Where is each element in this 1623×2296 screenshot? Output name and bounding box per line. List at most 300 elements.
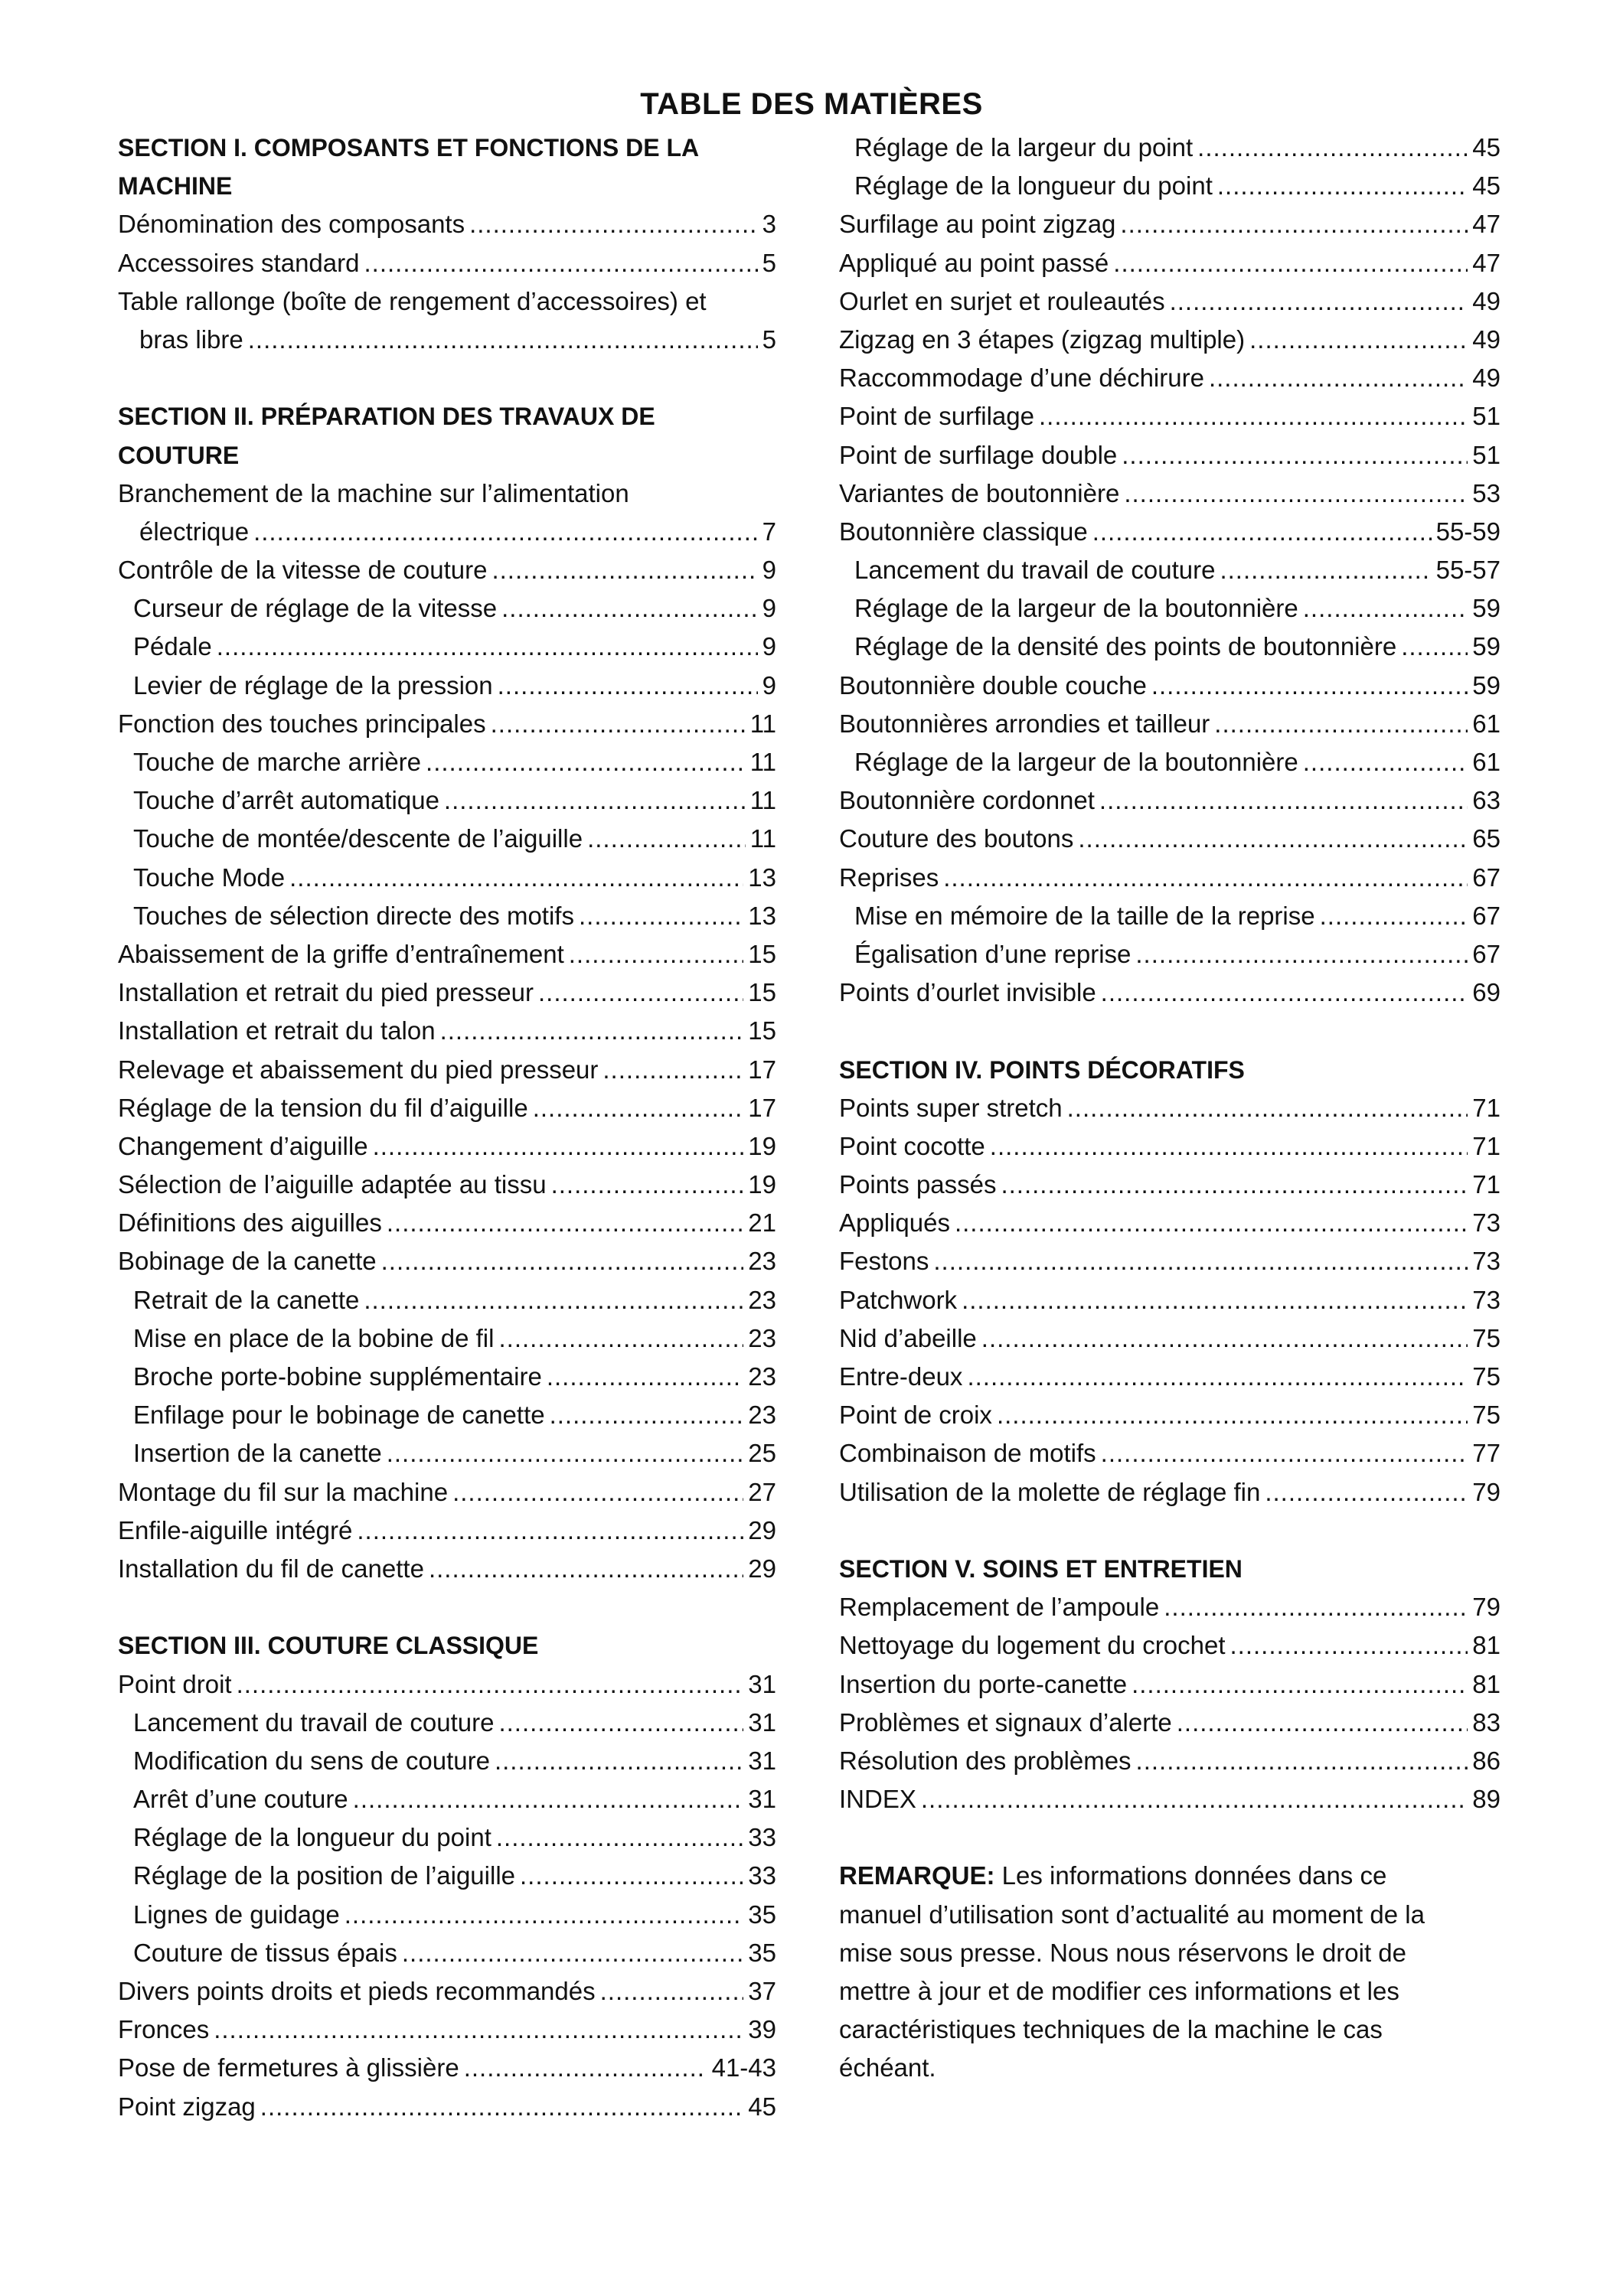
toc-page-number: 53 — [1472, 478, 1501, 507]
toc-entry[interactable] — [839, 1434, 1501, 1473]
toc-page-number: 17 — [748, 1055, 776, 1084]
toc-entry-title: Ourlet en surjet et rouleautés — [839, 286, 1165, 315]
dot-leader — [491, 551, 757, 589]
toc-page-number: 15 — [748, 978, 776, 1007]
toc-page-number: 23 — [748, 1362, 776, 1391]
dot-leader — [440, 1012, 744, 1050]
toc-entry-title: Couture des boutons — [839, 824, 1074, 853]
dot-leader — [579, 897, 743, 935]
toc-entry-title: Touche de montée/descente de l’aiguille — [133, 824, 583, 853]
dot-leader — [1401, 628, 1468, 666]
toc-entry[interactable] — [839, 667, 1501, 705]
toc-entry-title: Sélection de l’aiguille adaptée au tissu — [118, 1170, 547, 1199]
dot-leader — [1217, 167, 1468, 205]
toc-page-number: 49 — [1472, 325, 1501, 354]
note-line: Les informations données dans ce — [994, 1861, 1387, 1890]
section-spacer — [118, 1588, 776, 1626]
dot-leader — [962, 1281, 1468, 1319]
section-heading: SECTION I. COMPOSANTS ET FONCTIONS DE LA — [118, 134, 700, 161]
dot-leader — [603, 1051, 743, 1089]
toc-entry-title: INDEX — [839, 1785, 916, 1814]
toc-entry[interactable] — [839, 1166, 1501, 1204]
toc-subentry[interactable] — [118, 1934, 776, 1972]
toc-page-number: 69 — [1472, 978, 1501, 1007]
toc-page-number: 73 — [1472, 1285, 1501, 1314]
dot-leader — [452, 1473, 743, 1512]
toc-entry-title: Points passés — [839, 1170, 997, 1199]
dot-leader — [260, 2088, 744, 2126]
dot-leader — [1120, 205, 1468, 243]
toc-entry-title: Raccommodage d’une déchirure — [839, 364, 1204, 393]
toc-entry-title: Combinaison de motifs — [839, 1439, 1096, 1468]
dot-leader — [997, 1396, 1468, 1434]
toc-page-number: 15 — [748, 1016, 776, 1045]
toc-entry[interactable] — [839, 321, 1501, 359]
toc-page-number: 75 — [1472, 1401, 1501, 1430]
toc-entry-title: Point zigzag — [118, 2092, 256, 2121]
dot-leader — [1122, 436, 1468, 475]
toc-entry-title: Touche de marche arrière — [133, 748, 422, 776]
toc-entry-title: Point droit — [118, 1669, 232, 1698]
toc-entry[interactable] — [839, 1780, 1501, 1818]
toc-entry[interactable] — [839, 1089, 1501, 1127]
toc-subentry[interactable] — [118, 667, 776, 705]
toc-page-number: 11 — [749, 748, 776, 776]
toc-page-number: 23 — [748, 1285, 776, 1314]
note-line: caractéristiques techniques de la machine le cas — [839, 2015, 1383, 2044]
dot-leader — [533, 1089, 744, 1127]
toc-entry[interactable] — [839, 1319, 1501, 1358]
dot-leader — [353, 1780, 744, 1818]
toc-subentry[interactable] — [118, 1896, 776, 1934]
dot-leader — [1092, 513, 1432, 551]
toc-entry[interactable] — [839, 1626, 1501, 1665]
toc-subentry[interactable] — [839, 897, 1501, 935]
toc-page-number: 67 — [1472, 901, 1501, 930]
toc-subentry[interactable] — [118, 1704, 776, 1742]
toc-entry[interactable] — [118, 321, 776, 359]
toc-subentry[interactable] — [118, 1818, 776, 1857]
dot-leader — [501, 589, 758, 628]
toc-entry[interactable] — [839, 244, 1501, 282]
toc-entry[interactable] — [839, 1704, 1501, 1742]
toc-entry[interactable] — [839, 359, 1501, 397]
dot-leader — [217, 628, 758, 666]
toc-page-number: 11 — [749, 709, 776, 738]
toc-subentry[interactable] — [118, 1742, 776, 1780]
toc-entry-title: Boutonnière cordonnet — [839, 786, 1095, 815]
toc-entry-title: Réglage de la longueur du point — [854, 171, 1213, 201]
toc-entry-title: Boutonnière classique — [839, 517, 1088, 546]
toc-subentry[interactable] — [118, 1857, 776, 1895]
toc-entry-title: Lancement du travail de couture — [133, 1707, 495, 1737]
toc-entry-title: Touches de sélection directe des motifs — [133, 901, 574, 930]
dot-leader — [1151, 667, 1468, 705]
toc-page-number: 51 — [1472, 402, 1501, 431]
toc-page-number: 19 — [748, 1131, 776, 1160]
toc-entry[interactable] — [118, 2011, 776, 2049]
dot-leader — [967, 1358, 1468, 1396]
dot-leader — [1249, 321, 1468, 359]
toc-subentry[interactable] — [118, 781, 776, 820]
dot-leader — [921, 1780, 1468, 1818]
section-spacer — [839, 1818, 1501, 1857]
toc-page-number: 59 — [1472, 594, 1501, 623]
toc-entry[interactable] — [118, 1127, 776, 1166]
toc-page-number: 61 — [1472, 748, 1501, 776]
toc-entry-title: Réglage de la largeur de la boutonnière — [854, 748, 1298, 776]
toc-page-number: 11 — [749, 824, 776, 853]
dot-leader — [600, 1972, 744, 2011]
section-heading: MACHINE — [118, 172, 233, 201]
toc-entry[interactable] — [118, 1204, 776, 1242]
toc-entry[interactable] — [118, 1473, 776, 1512]
toc-page-number: 23 — [748, 1247, 776, 1276]
section-heading: SECTION II. PRÉPARATION DES TRAVAUX DE — [118, 403, 655, 431]
toc-entry[interactable] — [839, 475, 1501, 513]
dot-leader — [1067, 1089, 1468, 1127]
dot-leader — [1265, 1473, 1468, 1512]
dot-leader — [469, 205, 758, 243]
toc-page-number: 9 — [762, 556, 776, 585]
toc-page-number: 13 — [748, 901, 776, 930]
toc-subentry[interactable] — [118, 743, 776, 781]
toc-page-number: 31 — [748, 1785, 776, 1814]
toc-page-number: 31 — [748, 1707, 776, 1737]
toc-subentry[interactable] — [839, 628, 1501, 666]
toc-page-number: 35 — [748, 1938, 776, 1967]
toc-subentry[interactable] — [118, 859, 776, 897]
toc-entry[interactable] — [839, 1588, 1501, 1626]
dot-leader — [364, 1281, 743, 1319]
toc-entry[interactable] — [118, 551, 776, 589]
toc-entry[interactable] — [839, 859, 1501, 897]
toc-entry-title: Point de surfilage — [839, 402, 1034, 431]
toc-entry[interactable] — [118, 1089, 776, 1127]
toc-entry-title: Réglage de la largeur du point — [854, 133, 1194, 161]
toc-page-number: 47 — [1472, 248, 1501, 277]
toc-entry-title: Égalisation d’une reprise — [854, 939, 1132, 968]
toc-entry-title: Nettoyage du logement du crochet — [839, 1631, 1226, 1660]
toc-entry[interactable] — [118, 1051, 776, 1089]
toc-page-number: 41-43 — [711, 2053, 776, 2082]
toc-entry-title: Point de croix — [839, 1401, 992, 1430]
toc-entry[interactable] — [118, 513, 776, 551]
note-line: mettre à jour et de modifier ces informations et les — [839, 1977, 1399, 2006]
toc-entry-title: Montage du fil sur la machine — [118, 1477, 449, 1506]
toc-entry-title: Réglage de la densité des points de boutonnière — [854, 632, 1397, 661]
toc-page-number: 59 — [1472, 632, 1501, 661]
dot-leader — [990, 1127, 1468, 1166]
dot-leader — [444, 781, 746, 820]
toc-entry-title: Points super stretch — [839, 1093, 1063, 1122]
dot-leader — [1220, 551, 1431, 589]
toc-page-number: 23 — [748, 1401, 776, 1430]
toc-page-number: 71 — [1472, 1170, 1501, 1199]
dot-leader — [1320, 897, 1468, 935]
toc-subentry[interactable] — [118, 1434, 776, 1473]
toc-entry-title: Curseur de réglage de la vitesse — [133, 594, 498, 623]
dot-leader — [547, 1358, 743, 1396]
toc-entry-line: Table rallonge (boîte de rengement d’accessoires) et — [118, 286, 707, 315]
toc-page-number: 3 — [762, 210, 776, 239]
toc-entry-title: Réglage de la largeur de la boutonnière — [854, 594, 1298, 623]
toc-entry[interactable] — [839, 436, 1501, 475]
dot-leader — [1170, 282, 1468, 321]
toc-entry-title: Arrêt d’une couture — [133, 1785, 348, 1814]
dot-leader — [1099, 781, 1468, 820]
dot-leader — [498, 1704, 743, 1742]
toc-page-number: 9 — [762, 670, 776, 700]
toc-entry-title: Lancement du travail de couture — [854, 556, 1216, 585]
toc-page-number: 5 — [762, 325, 776, 354]
toc-entry-title: Réglage de la position de l’aiguille — [133, 1861, 516, 1890]
toc-page-number: 73 — [1472, 1208, 1501, 1238]
toc-entry-title: Zigzag en 3 étapes (zigzag multiple) — [839, 325, 1246, 354]
toc-entry[interactable] — [839, 205, 1501, 243]
toc-page-number: 65 — [1472, 824, 1501, 853]
dot-leader — [1132, 1665, 1468, 1704]
toc-entry-title: Pose de fermetures à glissière — [118, 2053, 459, 2082]
toc-entry-title: Levier de réglage de la pression — [133, 670, 493, 700]
toc-entry-title: Lignes de guidage — [133, 1900, 340, 1929]
toc-entry[interactable] — [839, 513, 1501, 551]
toc-subentry[interactable] — [118, 820, 776, 858]
dot-leader — [550, 1396, 744, 1434]
toc-entry-title: Résolution des problèmes — [839, 1746, 1132, 1775]
toc-subentry[interactable] — [839, 167, 1501, 205]
toc-entry-title: Contrôle de la vitesse de couture — [118, 556, 488, 585]
dot-leader — [289, 859, 743, 897]
toc-entry[interactable] — [118, 935, 776, 974]
toc-entry[interactable] — [839, 1473, 1501, 1512]
toc-entry-title: Couture de tissus épais — [133, 1938, 397, 1967]
toc-entry[interactable] — [118, 1012, 776, 1050]
dot-leader — [491, 705, 746, 743]
toc-subentry[interactable] — [839, 935, 1501, 974]
toc-entry-title: Définitions des aiguilles — [118, 1208, 382, 1238]
toc-page-number: 9 — [762, 594, 776, 623]
toc-entry-title: Enfile-aiguille intégré — [118, 1515, 353, 1544]
section-heading: COUTURE — [118, 441, 240, 469]
toc-page-number: 29 — [748, 1515, 776, 1544]
toc-entry[interactable] — [118, 1242, 776, 1280]
toc-page-number: 81 — [1472, 1669, 1501, 1698]
toc-entry[interactable] — [839, 1358, 1501, 1396]
toc-entry[interactable] — [118, 974, 776, 1012]
toc-entry[interactable] — [118, 2049, 776, 2087]
toc-subentry[interactable] — [118, 1358, 776, 1396]
dot-leader — [426, 743, 746, 781]
dot-leader — [981, 1319, 1468, 1358]
toc-page-number: 11 — [749, 786, 776, 815]
note-line: échéant. — [839, 2053, 936, 2082]
toc-left-column — [118, 129, 776, 2126]
section-heading: SECTION IV. POINTS DÉCORATIFS — [839, 1055, 1245, 1084]
toc-entry-title: Installation et retrait du pied presseur — [118, 978, 534, 1007]
dot-leader — [520, 1857, 743, 1895]
toc-entry[interactable] — [118, 1512, 776, 1550]
dot-leader — [345, 1896, 744, 1934]
dot-leader — [1078, 820, 1468, 858]
toc-entry[interactable] — [839, 705, 1501, 743]
toc-subentry[interactable] — [118, 1281, 776, 1319]
toc-page-number: 71 — [1472, 1131, 1501, 1160]
toc-entry-title: Boutonnière double couche — [839, 670, 1147, 700]
toc-entry-title: Appliqués — [839, 1208, 950, 1238]
toc-page-number: 67 — [1472, 939, 1501, 968]
toc-entry-title: Mise en mémoire de la taille de la reprise — [854, 901, 1315, 930]
toc-entry-title: Fonction des touches principales — [118, 709, 486, 738]
toc-entry-title: Modification du sens de couture — [133, 1746, 490, 1775]
toc-page-number: 29 — [748, 1554, 776, 1583]
toc-entry[interactable] — [839, 1742, 1501, 1780]
toc-subentry[interactable] — [839, 129, 1501, 167]
toc-entry-title: Broche porte-bobine supplémentaire — [133, 1362, 542, 1391]
toc-subentry[interactable] — [118, 1396, 776, 1434]
dot-leader — [364, 244, 757, 282]
toc-subentry[interactable] — [839, 551, 1501, 589]
toc-page-number: 33 — [748, 1861, 776, 1890]
toc-entry-title: Points d’ourlet invisible — [839, 978, 1096, 1007]
toc-page-number: 49 — [1472, 364, 1501, 393]
toc-page-number: 15 — [748, 939, 776, 968]
dot-leader — [1164, 1588, 1468, 1626]
toc-entry-title: Point de surfilage double — [839, 440, 1118, 469]
toc-page-number: 81 — [1472, 1631, 1501, 1660]
dot-leader — [551, 1166, 744, 1204]
toc-right-column — [839, 129, 1501, 2088]
toc-subentry[interactable] — [118, 589, 776, 628]
page-title: TABLE DES MATIÈRES — [640, 87, 983, 121]
toc-entry-title: Touche d’arrêt automatique — [133, 786, 439, 815]
toc-entry[interactable] — [839, 1396, 1501, 1434]
toc-entry[interactable] — [839, 974, 1501, 1012]
toc-entry-title: électrique — [139, 517, 250, 546]
toc-entry[interactable] — [118, 1665, 776, 1704]
toc-entry-title: Reprises — [839, 863, 939, 892]
toc-entry[interactable] — [839, 1281, 1501, 1319]
toc-entry-title: Réglage de la longueur du point — [133, 1823, 491, 1852]
toc-entry-title: Mise en place de la bobine de fil — [133, 1323, 495, 1352]
remarque-note — [839, 1857, 1501, 2087]
dot-leader — [943, 859, 1468, 897]
toc-entry[interactable] — [118, 1972, 776, 2011]
note-label: REMARQUE: — [839, 1861, 995, 1890]
toc-entry-title: Changement d’aiguille — [118, 1131, 368, 1160]
section-spacer — [118, 359, 776, 397]
toc-entry[interactable] — [839, 397, 1501, 435]
toc-entry[interactable] — [839, 282, 1501, 321]
toc-page-number: 67 — [1472, 863, 1501, 892]
toc-page-number: 55-57 — [1435, 556, 1501, 585]
toc-page-number: 49 — [1472, 286, 1501, 315]
toc-entry[interactable] — [118, 2088, 776, 2126]
dot-leader — [538, 974, 743, 1012]
toc-page-number: 39 — [748, 2015, 776, 2044]
toc-subentry[interactable] — [118, 1780, 776, 1818]
dot-leader — [387, 1204, 743, 1242]
toc-subentry[interactable] — [839, 743, 1501, 781]
toc-page-number: 79 — [1472, 1477, 1501, 1506]
dot-leader — [1101, 1434, 1468, 1473]
toc-entry[interactable] — [118, 1550, 776, 1588]
toc-entry-title: Entre-deux — [839, 1362, 963, 1391]
dot-leader — [429, 1550, 743, 1588]
toc-entry-title: Utilisation de la molette de réglage fin — [839, 1477, 1261, 1506]
toc-entry[interactable] — [118, 244, 776, 282]
dot-leader — [1303, 589, 1468, 628]
dot-leader — [496, 1818, 743, 1857]
toc-page-number: 31 — [748, 1669, 776, 1698]
dot-leader — [495, 1742, 743, 1780]
toc-entry-title: Bobinage de la canette — [118, 1247, 377, 1276]
toc-entry-title: Variantes de boutonnière — [839, 478, 1120, 507]
dot-leader — [464, 2049, 707, 2087]
toc-page-number: 37 — [748, 1977, 776, 2005]
dot-leader — [1101, 974, 1468, 1012]
toc-page-number: 21 — [748, 1208, 776, 1238]
dot-leader — [1113, 244, 1468, 282]
toc-page-number: 55-59 — [1435, 517, 1501, 546]
dot-leader — [1197, 129, 1468, 167]
toc-entry[interactable] — [839, 820, 1501, 858]
toc-entry-title: Appliqué au point passé — [839, 248, 1109, 277]
dot-leader — [1135, 935, 1468, 974]
toc-entry[interactable] — [839, 781, 1501, 820]
toc-page-number: 77 — [1472, 1439, 1501, 1468]
dot-leader — [1039, 397, 1468, 435]
toc-entry[interactable] — [118, 705, 776, 743]
toc-page-number: 25 — [748, 1439, 776, 1468]
dot-leader — [373, 1127, 744, 1166]
toc-page-number: 89 — [1472, 1785, 1501, 1814]
toc-entry-title: Patchwork — [839, 1285, 958, 1314]
dot-leader — [387, 1434, 744, 1473]
toc-page-number: 45 — [1472, 171, 1501, 201]
toc-page-number: 31 — [748, 1746, 776, 1775]
toc-entry[interactable] — [839, 1127, 1501, 1166]
toc-entry-title: Insertion de la canette — [133, 1439, 382, 1468]
dot-leader — [1214, 705, 1468, 743]
toc-subentry[interactable] — [839, 589, 1501, 628]
toc-page-number: 35 — [748, 1900, 776, 1929]
dot-leader — [357, 1512, 743, 1550]
toc-subentry[interactable] — [118, 628, 776, 666]
toc-page-number: 83 — [1472, 1707, 1501, 1737]
toc-page-number: 9 — [762, 632, 776, 661]
toc-entry[interactable] — [839, 1204, 1501, 1242]
toc-entry[interactable] — [839, 1242, 1501, 1280]
toc-entry[interactable] — [118, 205, 776, 243]
toc-entry[interactable] — [118, 1166, 776, 1204]
toc-entry-title: Fronces — [118, 2015, 210, 2044]
toc-subentry[interactable] — [118, 897, 776, 935]
toc-page-number: 73 — [1472, 1247, 1501, 1276]
toc-entry-line: Branchement de la machine sur l’alimentation — [118, 478, 629, 507]
toc-page-number: 45 — [748, 2092, 776, 2121]
toc-entry-title: Surfilage au point zigzag — [839, 210, 1116, 239]
dot-leader — [1124, 475, 1468, 513]
dot-leader — [402, 1934, 743, 1972]
dot-leader — [498, 667, 758, 705]
dot-leader — [498, 1319, 743, 1358]
toc-page-number: 45 — [1472, 133, 1501, 161]
toc-page-number: 17 — [748, 1093, 776, 1122]
toc-entry[interactable] — [839, 1665, 1501, 1704]
toc-subentry[interactable] — [118, 1319, 776, 1358]
dot-leader — [381, 1242, 744, 1280]
